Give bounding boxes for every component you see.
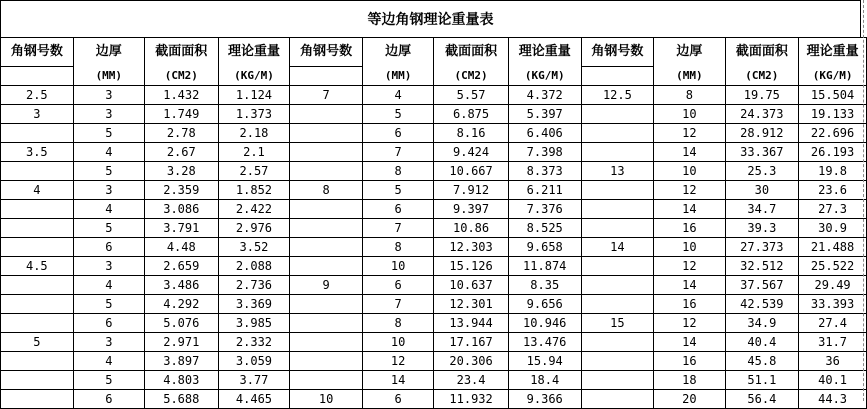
- cell-section-area: 12.303: [434, 238, 509, 257]
- cell-thickness: 20: [654, 390, 725, 409]
- cell-angle-number: [581, 352, 654, 371]
- cell-thickness: 16: [654, 352, 725, 371]
- table-row: [1, 181, 867, 200]
- cell-thickness: 4: [73, 143, 144, 162]
- cell-thickness: 4: [73, 352, 144, 371]
- unit-thickness: (MM): [362, 67, 433, 86]
- cell-angle-number: [581, 257, 654, 276]
- cell-angle-number: [290, 105, 363, 124]
- cell-theoretical-weight: 6.406: [508, 124, 581, 143]
- cell-angle-number: [581, 124, 654, 143]
- table-row: [1, 257, 867, 276]
- cell-angle-number: [1, 314, 74, 333]
- table-row: [1, 219, 867, 238]
- cell-thickness: 16: [654, 219, 725, 238]
- cell-theoretical-weight: 36: [799, 352, 867, 371]
- cell-section-area: 5.076: [144, 314, 218, 333]
- cell-section-area: 10.86: [434, 219, 509, 238]
- cell-angle-number: [1, 124, 74, 143]
- cell-section-area: 1.432: [144, 86, 218, 105]
- cell-theoretical-weight: 7.398: [508, 143, 581, 162]
- cell-theoretical-weight: 15.94: [508, 352, 581, 371]
- cell-section-area: 45.8: [725, 352, 799, 371]
- cell-section-area: 2.67: [144, 143, 218, 162]
- cell-angle-number: [290, 124, 363, 143]
- unit-section-area: (CM2): [434, 67, 509, 86]
- cell-angle-number: [290, 333, 363, 352]
- cell-angle-number: [581, 276, 654, 295]
- cell-thickness: 10: [654, 238, 725, 257]
- cell-thickness: 12: [654, 124, 725, 143]
- cell-theoretical-weight: 15.504: [799, 86, 867, 105]
- cell-angle-number: [290, 238, 363, 257]
- cell-theoretical-weight: 5.397: [508, 105, 581, 124]
- cell-angle-number: [290, 295, 363, 314]
- table-row: [1, 86, 867, 105]
- header-theoretical-weight: 理论重量: [799, 38, 867, 67]
- cell-section-area: 39.3: [725, 219, 799, 238]
- cell-section-area: 2.659: [144, 257, 218, 276]
- cell-section-area: 27.373: [725, 238, 799, 257]
- cell-theoretical-weight: 3.52: [218, 238, 290, 257]
- cell-angle-number: [581, 200, 654, 219]
- cell-thickness: 14: [654, 143, 725, 162]
- cell-angle-number: [1, 390, 74, 409]
- cell-theoretical-weight: 2.332: [218, 333, 290, 352]
- table-row: [1, 390, 867, 409]
- header-angle-number: 角钢号数: [1, 38, 74, 67]
- cell-section-area: 7.912: [434, 181, 509, 200]
- cell-thickness: 6: [362, 390, 433, 409]
- cell-theoretical-weight: 11.874: [508, 257, 581, 276]
- cell-section-area: 19.75: [725, 86, 799, 105]
- cell-angle-number: [290, 257, 363, 276]
- cell-section-area: 24.373: [725, 105, 799, 124]
- table-row: [1, 143, 867, 162]
- unit-theoretical-weight: (KG/M): [218, 67, 290, 86]
- cell-angle-number: 12.5: [581, 86, 654, 105]
- cell-thickness: 14: [362, 371, 433, 390]
- cell-thickness: 5: [362, 105, 433, 124]
- cell-angle-number: [1, 352, 74, 371]
- cell-angle-number: 9: [290, 276, 363, 295]
- cell-angle-number: [1, 219, 74, 238]
- cell-theoretical-weight: 2.422: [218, 200, 290, 219]
- cell-theoretical-weight: 2.976: [218, 219, 290, 238]
- header-section-area: 截面面积: [144, 38, 218, 67]
- cell-theoretical-weight: 25.522: [799, 257, 867, 276]
- cell-thickness: 18: [654, 371, 725, 390]
- cell-theoretical-weight: 30.9: [799, 219, 867, 238]
- cell-theoretical-weight: 3.369: [218, 295, 290, 314]
- cell-theoretical-weight: 2.57: [218, 162, 290, 181]
- unit-row: [1, 67, 867, 86]
- cell-angle-number: [1, 371, 74, 390]
- cell-thickness: 10: [362, 333, 433, 352]
- cell-angle-number: 10: [290, 390, 363, 409]
- cell-thickness: 3: [73, 181, 144, 200]
- cell-thickness: 4: [362, 86, 433, 105]
- cell-theoretical-weight: 4.465: [218, 390, 290, 409]
- cell-section-area: 28.912: [725, 124, 799, 143]
- cell-section-area: 17.167: [434, 333, 509, 352]
- cell-angle-number: [581, 371, 654, 390]
- cell-angle-number: [1, 200, 74, 219]
- cell-theoretical-weight: 2.088: [218, 257, 290, 276]
- cell-section-area: 3.791: [144, 219, 218, 238]
- unit-thickness: (MM): [654, 67, 725, 86]
- cell-angle-number: 3.5: [1, 143, 74, 162]
- cell-angle-number: [290, 200, 363, 219]
- cell-section-area: 25.3: [725, 162, 799, 181]
- unit-thickness: (MM): [73, 67, 144, 86]
- cell-section-area: 5.57: [434, 86, 509, 105]
- cell-theoretical-weight: 18.4: [508, 371, 581, 390]
- cell-section-area: 3.086: [144, 200, 218, 219]
- header-angle-number: 角钢号数: [581, 38, 654, 67]
- cell-angle-number: 4.5: [1, 257, 74, 276]
- cell-angle-number: [1, 162, 74, 181]
- cell-thickness: 7: [362, 143, 433, 162]
- header-section-area: 截面面积: [725, 38, 799, 67]
- cell-angle-number: 8: [290, 181, 363, 200]
- cell-angle-number: 4: [1, 181, 74, 200]
- cell-theoretical-weight: 1.124: [218, 86, 290, 105]
- table-row: [1, 124, 867, 143]
- cell-angle-number: [1, 276, 74, 295]
- cell-thickness: 6: [362, 124, 433, 143]
- cell-thickness: 12: [654, 257, 725, 276]
- cell-theoretical-weight: 13.476: [508, 333, 581, 352]
- header-angle-number: 角钢号数: [290, 38, 363, 67]
- cell-theoretical-weight: 3.985: [218, 314, 290, 333]
- cell-theoretical-weight: 9.366: [508, 390, 581, 409]
- cell-section-area: 56.4: [725, 390, 799, 409]
- sheet-edge: [863, 0, 867, 401]
- unit-section-area: (CM2): [144, 67, 218, 86]
- cell-theoretical-weight: 8.35: [508, 276, 581, 295]
- cell-section-area: 3.897: [144, 352, 218, 371]
- cell-angle-number: [290, 143, 363, 162]
- table-row: [1, 238, 867, 257]
- cell-section-area: 40.4: [725, 333, 799, 352]
- cell-section-area: 4.803: [144, 371, 218, 390]
- cell-thickness: 16: [654, 295, 725, 314]
- cell-thickness: 5: [362, 181, 433, 200]
- table-title: 等边角钢理论重量表: [0, 0, 861, 37]
- cell-section-area: 2.78: [144, 124, 218, 143]
- table-row: [1, 162, 867, 181]
- cell-thickness: 10: [654, 105, 725, 124]
- cell-thickness: 10: [362, 257, 433, 276]
- cell-thickness: 8: [654, 86, 725, 105]
- cell-section-area: 37.567: [725, 276, 799, 295]
- cell-thickness: 5: [73, 295, 144, 314]
- cell-section-area: 33.367: [725, 143, 799, 162]
- table-row: [1, 295, 867, 314]
- cell-angle-number: [1, 295, 74, 314]
- cell-thickness: 12: [654, 314, 725, 333]
- cell-angle-number: [581, 295, 654, 314]
- cell-thickness: 8: [362, 238, 433, 257]
- cell-section-area: 12.301: [434, 295, 509, 314]
- cell-angle-number: [290, 352, 363, 371]
- cell-section-area: 8.16: [434, 124, 509, 143]
- cell-section-area: 9.424: [434, 143, 509, 162]
- cell-theoretical-weight: 19.133: [799, 105, 867, 124]
- cell-angle-number: 5: [1, 333, 74, 352]
- cell-section-area: 4.292: [144, 295, 218, 314]
- cell-section-area: 10.637: [434, 276, 509, 295]
- cell-section-area: 32.512: [725, 257, 799, 276]
- cell-angle-number: [290, 162, 363, 181]
- cell-section-area: 4.48: [144, 238, 218, 257]
- cell-thickness: 6: [73, 390, 144, 409]
- cell-angle-number: [581, 219, 654, 238]
- cell-section-area: 5.688: [144, 390, 218, 409]
- cell-theoretical-weight: 1.373: [218, 105, 290, 124]
- table-row: [1, 371, 867, 390]
- cell-thickness: 6: [73, 314, 144, 333]
- cell-section-area: 30: [725, 181, 799, 200]
- cell-theoretical-weight: 7.376: [508, 200, 581, 219]
- cell-section-area: 1.749: [144, 105, 218, 124]
- cell-thickness: 3: [73, 257, 144, 276]
- cell-theoretical-weight: 19.8: [799, 162, 867, 181]
- cell-theoretical-weight: 3.059: [218, 352, 290, 371]
- cell-theoretical-weight: 31.7: [799, 333, 867, 352]
- table-row: [1, 314, 867, 333]
- header-thickness: 边厚: [654, 38, 725, 67]
- cell-thickness: 7: [362, 295, 433, 314]
- cell-thickness: 7: [362, 219, 433, 238]
- cell-angle-number: [581, 143, 654, 162]
- cell-theoretical-weight: 2.18: [218, 124, 290, 143]
- cell-angle-number: [581, 181, 654, 200]
- cell-thickness: 5: [73, 162, 144, 181]
- cell-angle-number: 3: [1, 105, 74, 124]
- cell-theoretical-weight: 2.736: [218, 276, 290, 295]
- cell-section-area: 34.9: [725, 314, 799, 333]
- header-row: [1, 38, 867, 67]
- cell-section-area: 6.875: [434, 105, 509, 124]
- cell-section-area: 15.126: [434, 257, 509, 276]
- cell-section-area: 11.932: [434, 390, 509, 409]
- header-section-area: 截面面积: [434, 38, 509, 67]
- table-row: [1, 276, 867, 295]
- cell-thickness: 8: [362, 314, 433, 333]
- cell-thickness: 4: [73, 276, 144, 295]
- cell-thickness: 3: [73, 333, 144, 352]
- cell-angle-number: [290, 371, 363, 390]
- table-row: [1, 333, 867, 352]
- unit-section-area: (CM2): [725, 67, 799, 86]
- cell-theoretical-weight: 33.393: [799, 295, 867, 314]
- cell-angle-number: [290, 314, 363, 333]
- unit-theoretical-weight: (KG/M): [508, 67, 581, 86]
- cell-angle-number: [290, 219, 363, 238]
- cell-theoretical-weight: 3.77: [218, 371, 290, 390]
- steel-weight-table: [0, 37, 867, 409]
- cell-theoretical-weight: 8.373: [508, 162, 581, 181]
- cell-angle-number: 15: [581, 314, 654, 333]
- unit-angle-number: [290, 67, 363, 86]
- cell-thickness: 6: [362, 200, 433, 219]
- cell-section-area: 51.1: [725, 371, 799, 390]
- cell-theoretical-weight: 8.525: [508, 219, 581, 238]
- cell-section-area: 42.539: [725, 295, 799, 314]
- cell-section-area: 9.397: [434, 200, 509, 219]
- cell-thickness: 3: [73, 105, 144, 124]
- cell-thickness: 4: [73, 200, 144, 219]
- cell-theoretical-weight: 29.49: [799, 276, 867, 295]
- cell-angle-number: 13: [581, 162, 654, 181]
- cell-angle-number: [581, 105, 654, 124]
- cell-section-area: 23.4: [434, 371, 509, 390]
- cell-theoretical-weight: 9.658: [508, 238, 581, 257]
- cell-thickness: 14: [654, 200, 725, 219]
- cell-angle-number: [581, 333, 654, 352]
- cell-theoretical-weight: 27.3: [799, 200, 867, 219]
- cell-section-area: 2.359: [144, 181, 218, 200]
- header-thickness: 边厚: [362, 38, 433, 67]
- table-row: [1, 105, 867, 124]
- cell-theoretical-weight: 40.1: [799, 371, 867, 390]
- cell-theoretical-weight: 6.211: [508, 181, 581, 200]
- cell-thickness: 14: [654, 276, 725, 295]
- table-row: [1, 352, 867, 371]
- cell-theoretical-weight: 4.372: [508, 86, 581, 105]
- cell-section-area: 3.486: [144, 276, 218, 295]
- cell-theoretical-weight: 21.488: [799, 238, 867, 257]
- cell-thickness: 12: [362, 352, 433, 371]
- cell-section-area: 20.306: [434, 352, 509, 371]
- cell-theoretical-weight: 22.696: [799, 124, 867, 143]
- cell-section-area: 10.667: [434, 162, 509, 181]
- cell-thickness: 5: [73, 124, 144, 143]
- table-row: [1, 200, 867, 219]
- cell-theoretical-weight: 1.852: [218, 181, 290, 200]
- cell-thickness: 10: [654, 162, 725, 181]
- cell-theoretical-weight: 2.1: [218, 143, 290, 162]
- cell-section-area: 34.7: [725, 200, 799, 219]
- cell-theoretical-weight: 44.3: [799, 390, 867, 409]
- header-thickness: 边厚: [73, 38, 144, 67]
- header-theoretical-weight: 理论重量: [218, 38, 290, 67]
- cell-angle-number: 14: [581, 238, 654, 257]
- cell-thickness: 5: [73, 371, 144, 390]
- cell-theoretical-weight: 10.946: [508, 314, 581, 333]
- cell-theoretical-weight: 23.6: [799, 181, 867, 200]
- unit-angle-number: [581, 67, 654, 86]
- cell-section-area: 3.28: [144, 162, 218, 181]
- cell-thickness: 12: [654, 181, 725, 200]
- cell-thickness: 8: [362, 162, 433, 181]
- cell-thickness: 3: [73, 86, 144, 105]
- cell-theoretical-weight: 26.193: [799, 143, 867, 162]
- cell-angle-number: [1, 238, 74, 257]
- cell-section-area: 13.944: [434, 314, 509, 333]
- cell-thickness: 5: [73, 219, 144, 238]
- unit-angle-number: [1, 67, 74, 86]
- cell-theoretical-weight: 27.4: [799, 314, 867, 333]
- cell-angle-number: 2.5: [1, 86, 74, 105]
- cell-angle-number: [581, 390, 654, 409]
- cell-angle-number: 7: [290, 86, 363, 105]
- cell-thickness: 6: [73, 238, 144, 257]
- unit-theoretical-weight: (KG/M): [799, 67, 867, 86]
- cell-thickness: 14: [654, 333, 725, 352]
- header-theoretical-weight: 理论重量: [508, 38, 581, 67]
- cell-theoretical-weight: 9.656: [508, 295, 581, 314]
- cell-section-area: 2.971: [144, 333, 218, 352]
- cell-thickness: 6: [362, 276, 433, 295]
